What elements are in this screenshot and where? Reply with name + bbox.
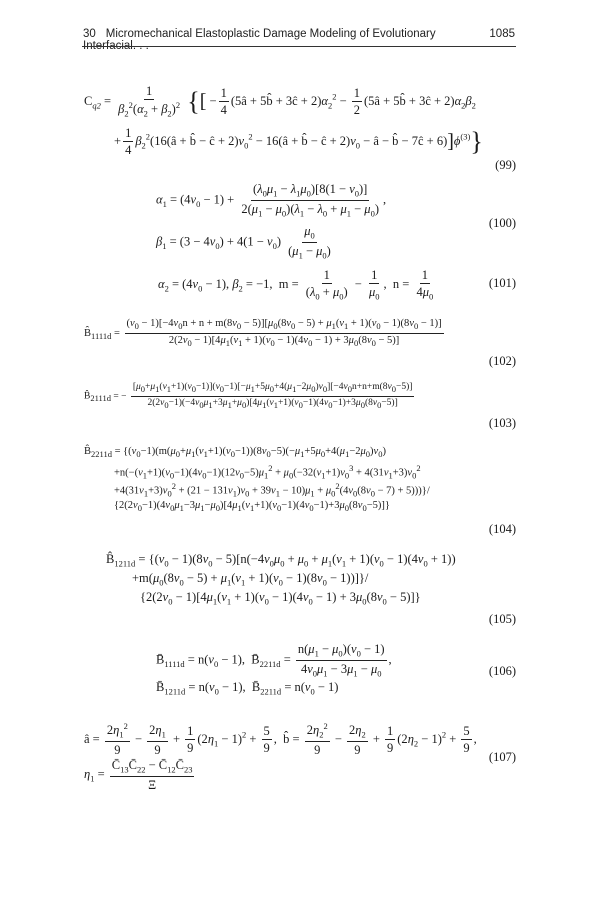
equation-number: (107): [488, 750, 516, 764]
chapter-number: 30: [83, 28, 96, 40]
header-left: [83, 28, 489, 52]
running-header: [83, 28, 515, 52]
equation-105: $B̂_{1211d} = \{(\nu_0 - 1)(8\nu_0 - 5)[n(-4\nu_0\mu_0 + \mu_0 + \mu_1(\nu_1 + 1)(\nu_0 - 1)(4\nu_0 + 1))$ $+m(\mu_0(8\nu_0 - 5) + \mu_1(\nu_1 + 1)(\nu_0 - 1)(8\nu_0 - 1))]\}/$ $\{2(2\nu_0 - 1)[4\mu_1(\nu_1 + 1)(\nu_0 - 1)(4\nu_0 - 1) + 3\mu_0(8\nu_0 - 5)]\}$ (105): [106, 552, 516, 626]
equation-number: (100): [488, 216, 516, 230]
equation-number: (105): [488, 612, 516, 626]
equation-102: $B̂_{1111d}$ = $(\nu_0 - 1)[-4\nu_0n + n + m(8\nu_0 - 5)][\mu_0(8\nu_0 - 5) + \mu_1(\nu_1 + 1)(\nu_0 - 1)(8\nu_0 - 1)]$ $2(2\nu_0 - 1)[4\mu_1(\nu_1 + 1)(\nu_0 - 1)(4\nu_0 - 1) + 3\mu_0(8\nu_0 - 5)]$ (102): [84, 318, 516, 368]
chapter-title: Micromechanical Elastoplastic Damage Modeling of Evolutionary Interfacial. . .: [83, 28, 436, 52]
equation-number: (102): [488, 354, 516, 368]
page-number: 1085: [489, 28, 515, 40]
equation-107: â = $\frac{2\eta_1^2}{9}$ − $\frac{2\eta_1}{9}$ + $\frac{1}{9}$ $(2\eta_1 - 1)^2$ + $\frac{5}{9}$ , b̂ = $\frac{2\eta_2^2}{9}$ − $\frac{2\eta_2}{9}$ + $\frac{1}{9}$ $(2\eta_2 - 1)^2$ + $\frac{5}{9}$ , $\eta_1$ = $\frac{C̄_{13}C̄_{22} - C̄_{12}C̄_{23}}{\Xi}$ (107): [84, 721, 516, 793]
equation-101: $\alpha_2 = (4\nu_0 - 1)$, $\beta_2 = -1$, m = $\frac{1}{(\lambda_0 + \mu_0)}$ − $\frac{1}{\mu_0}$ , n = $\frac{1}{4\mu_0}$ (101): [158, 268, 516, 302]
equation-number: (101): [488, 276, 516, 290]
equation-103: $B̂_{2111d}$ = − $[\mu_0+\mu_1(\nu_1+1)(\nu_0-1)](\nu_0-1)[-\mu_1+5\mu_0+4(\mu_1-2\mu_0)\nu_0][-4\nu_0n+n+m(8\nu_0-5)]$ $2(2\nu_0-1)(-4\nu_0\mu_1+3\mu_1+\mu_0)[4\mu_1(\nu_1+1)(\nu_0-1)(4\nu_0-1)+3\mu_0(8\nu_0-5)]$ (103): [84, 382, 516, 430]
equation-99: $C_{q2}$ = $\frac{1}{\beta_2^2(\alpha_2 + \beta_2)^2}$ {[ − $\frac{1}{4}$ (5â + 5b̂ + 3ĉ + $2)\alpha_2^2$ − $\frac{1}{2}$ (5â + 5b̂ + 3ĉ + $2)\alpha_2\beta_2$ + $\frac{1}{4}$ $\beta_2^2(16(â$ + b̂ − ĉ + $2)\nu_0^2$ − 16(â + b̂ − ĉ + $2)\nu_0$ − â − b̂ − 7ĉ + $6)]\phi^{(3)}$} (99): [84, 84, 516, 172]
equation-100: $\alpha_1 = (4\nu_0 - 1)$ + $\frac{(\lambda_0\mu_1 - \lambda_1\mu_0)[8(1 - \nu_0)]}{2(\mu_1 - \mu_0)(\lambda_1 - \lambda_0 + \mu_1 - \mu_0)}$ , $\beta_1 = (3 - 4\nu_0) + 4(1 - \nu_0)$ $\frac{\mu_0}{(\mu_1 - \mu_0)}$ (100): [156, 182, 516, 261]
header-rule: [82, 46, 516, 47]
equation-number: (104): [488, 522, 516, 536]
equation-106: $B̄_{1111d} = n(\nu_0 - 1)$, $B̄_{2211d}$ = $\frac{n(\mu_1 - \mu_0)(\nu_0 - 1)}{4\nu_0\mu_1 - 3\mu_1 - \mu_0}$ , $B̄_{1211d} = n(\nu_0 - 1)$, $B̄_{2211d} = n(\nu_0 - 1)$ (106): [156, 642, 516, 697]
equation-number: (106): [488, 664, 516, 678]
equation-number: (103): [488, 416, 516, 430]
equation-number: (99): [495, 158, 516, 172]
equation-104: $B̂_{2211d} = \{(\nu_0-1)(m(\mu_0+\mu_1(\nu_1+1)(\nu_0-1))(8\nu_0-5)(-\mu_1+5\mu_0+4(\mu_1-2\mu_0)\nu_0)$ $+n(-(\nu_1+1)(\nu_0-1)(4\nu_0-1)(12\nu_0-5)\mu_1^2 + \mu_0(-32(\nu_1+1)\nu_0^3 + 4(31\nu_1+3)\nu_0^2$ $+4(31\nu_1+3)\nu_0^2 + (21 - 131\nu_1)\nu_0 + 39\nu_1 - 10)\mu_1 + \mu_0^2(4\nu_0(8\nu_0 - 7) + 5)))\}/$ $\{2(2\nu_0-1)(4\nu_0\mu_1-3\mu_1-\mu_0)[4\mu_1(\nu_1+1)(\nu_0-1)(4\nu_0-1)+3\mu_0(8\nu_0-5)]\}$ (104): [84, 446, 516, 536]
